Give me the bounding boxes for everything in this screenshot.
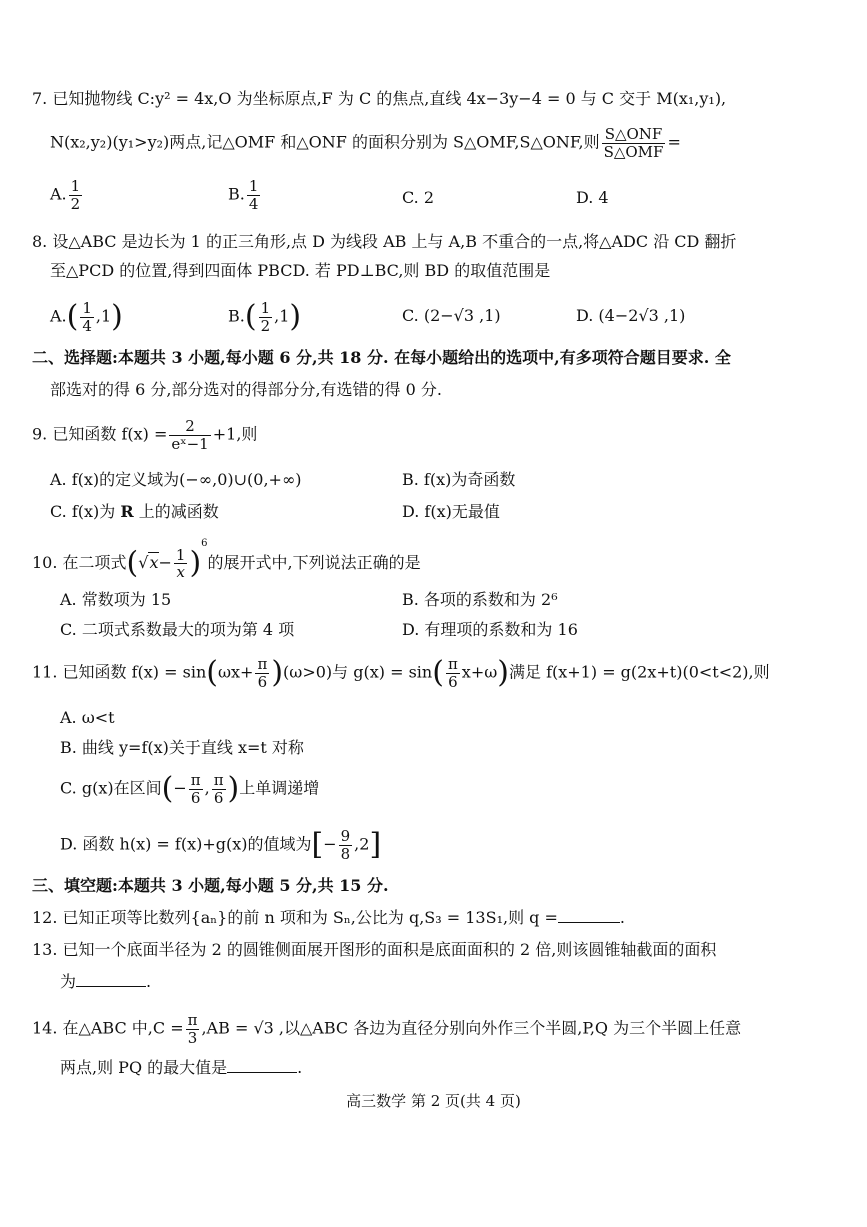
- q11-f-lparen: (: [206, 655, 218, 690]
- q8-option-a-frac: [80, 300, 94, 334]
- q8-option-a-label: A.: [50, 306, 67, 326]
- q9-option-a: A. f(x)的定义域为(−∞,0)∪(0,+∞): [50, 470, 302, 489]
- q10-rparen: ): [189, 545, 202, 581]
- q11-f-pi: π: [257, 655, 268, 673]
- section3-heading: 三、填空题:本题共 3 小题,每小题 5 分,共 15 分.: [32, 876, 389, 895]
- q14-line1-post: ,AB = √3 ,以△ABC 各边为直径分别向外作三个半圆,P,Q 为三个半圆上任意: [201, 1018, 742, 1038]
- q8-option-b-rparen: ): [289, 299, 302, 334]
- q7-option-a-den: 2: [70, 194, 81, 213]
- q7-line2-text: N(x₂,y₂)(y₁>y₂)两点,记△OMF 和△ONF 的面积分别为 S△OMF,S△ONF,则: [50, 132, 600, 152]
- q11-option-c-post: 上单调递增: [239, 778, 320, 798]
- q11-option-d-pre: D. 函数 h(x) = f(x)+g(x)的值域为: [60, 834, 312, 854]
- q13-line2-end: .: [146, 972, 152, 991]
- q12-end: .: [619, 908, 625, 927]
- q10-minus: −: [158, 553, 172, 572]
- q14-line2-end: .: [297, 1058, 303, 1077]
- q7-ratio-num: S△ONF: [602, 126, 666, 144]
- q9-option-c-real-set: R: [120, 502, 134, 521]
- q7-line1: 7. 已知抛物线 C:y² = 4x,O 为坐标原点,F 为 C 的焦点,直线 4x−3y−4 = 0 与 C 交于 M(x₁,y₁),: [32, 89, 727, 108]
- q11-g-lparen: (: [432, 655, 444, 690]
- q14-line1-pre: 14. 在△ABC 中,C =: [32, 1018, 184, 1038]
- q11-option-c-six1: 6: [190, 788, 201, 807]
- q9-stem: [32, 418, 257, 452]
- q11-option-d-neg: −: [323, 834, 337, 854]
- q11-option-c: [60, 772, 319, 806]
- q11-option-c-neg: −: [173, 778, 187, 798]
- q8-option-b: [228, 300, 301, 334]
- q10-root: x: [149, 553, 159, 572]
- q9-option-c-pre: C. f(x)为: [50, 502, 116, 521]
- q7-option-b-label: B.: [228, 184, 245, 204]
- q11-option-d-rbracket: ]: [369, 827, 382, 862]
- q11-option-d: [60, 828, 381, 862]
- q7-ratio-tail: =: [667, 132, 681, 152]
- q10-stem-pre: 10. 在二项式: [32, 553, 127, 572]
- q7-option-c: C. 2: [402, 188, 435, 207]
- q11-option-c-frac2: [212, 772, 226, 806]
- q8-option-b-label: B.: [228, 306, 245, 326]
- q12-text: 12. 已知正项等比数列{aₙ}的前 n 项和为 Sₙ,公比为 q,S₃ = 13S₁,则 q =: [32, 908, 558, 927]
- section2-heading-line2: 部选对的得 6 分,部分选对的得部分分,有选错的得 0 分.: [50, 380, 442, 399]
- q10-power: 6: [201, 538, 208, 549]
- q14-frac: [186, 1012, 200, 1046]
- q7-option-a-label: A.: [50, 184, 67, 204]
- q11-option-c-frac1: [189, 772, 203, 806]
- q11-option-d-den: 8: [340, 844, 351, 863]
- q9-option-d: D. f(x)无最值: [402, 502, 500, 521]
- q7-line2: [50, 126, 681, 160]
- q7-option-a-frac: [69, 178, 83, 212]
- q10-option-d: D. 有理项的系数和为 16: [402, 620, 578, 639]
- q11-f-arg: ωx+: [217, 662, 254, 682]
- q14-answer-blank[interactable]: [227, 1072, 297, 1073]
- q8-option-a-den: 4: [82, 316, 92, 335]
- q7-option-b-frac: [247, 178, 261, 212]
- page-footer: 高三数学 第 2 页(共 4 页): [346, 1092, 521, 1110]
- q11-g-arg: x+ω: [461, 662, 498, 682]
- q13-line1: 13. 已知一个底面半径为 2 的圆锥侧面展开图形的面积是底面面积的 2 倍,则该圆锥轴截面的面积: [32, 940, 717, 959]
- q11-option-c-six2: 6: [213, 788, 224, 807]
- q9-frac-den: eˣ−1: [171, 434, 209, 453]
- q11-option-d-num: 9: [340, 827, 351, 845]
- q10-frac: [174, 547, 188, 581]
- q7-ratio: [602, 126, 666, 160]
- q8-option-a-lparen: (: [66, 299, 79, 334]
- q10-frac-den: x: [176, 563, 185, 581]
- q11-part3: 满足 f(x+1) = g(2x+t)(0<t<2),则: [509, 662, 770, 682]
- q11-part1: 11. 已知函数 f(x) = sin: [32, 662, 207, 682]
- q11-f-frac: [255, 656, 269, 690]
- q8-option-b-den: 2: [260, 316, 271, 335]
- q7-option-b-num: 1: [248, 177, 259, 195]
- q11-f-rparen: ): [271, 655, 284, 690]
- q10-option-c: C. 二项式系数最大的项为第 4 项: [60, 620, 295, 639]
- q14-pi: π: [187, 1011, 198, 1029]
- q11-stem: [32, 656, 770, 690]
- q7-option-b: [228, 178, 262, 212]
- q12: [32, 908, 625, 928]
- q8-option-a-rparen: ): [111, 299, 123, 334]
- q7-ratio-den: S△OMF: [603, 142, 664, 161]
- q11-f-six: 6: [257, 672, 268, 691]
- q11-option-c-pi1: π: [190, 771, 201, 789]
- q8-option-c: C. (2−√3 ,1): [402, 306, 501, 325]
- q9-option-c: [50, 502, 219, 522]
- q13-line2-pre: 为: [60, 972, 77, 991]
- q9-stem-pre: 9. 已知函数 f(x) =: [32, 424, 168, 444]
- q11-part2: (ω>0)与 g(x) = sin: [283, 662, 433, 682]
- q9-option-c-post: 上的减函数: [138, 502, 219, 521]
- q11-g-pi: π: [447, 655, 458, 673]
- q14-line2-pre: 两点,则 PQ 的最大值是: [60, 1058, 228, 1077]
- q12-answer-blank[interactable]: [558, 922, 620, 923]
- q8-option-b-frac: [259, 300, 273, 334]
- q11-option-c-pi2: π: [213, 771, 224, 789]
- q8-line2: 至△PCD 的位置,得到四面体 PBCD. 若 PD⊥BC,则 BD 的取值范围是: [50, 261, 551, 280]
- q11-option-d-frac: [339, 828, 353, 862]
- q11-option-a: A. ω<t: [60, 708, 115, 727]
- q11-option-c-lparen: (: [161, 771, 174, 806]
- q10-stem: 10. 在二项式(√x− $\frac{1}{x}$ )$^6$的展开式中,下列说法正确的是: [32, 538, 421, 581]
- q7-option-b-den: 4: [248, 194, 259, 213]
- q11-g-frac: [446, 656, 460, 690]
- q7-option-a-num: 1: [70, 177, 81, 195]
- q10-option-b: B. 各项的系数和为 2⁶: [402, 590, 558, 609]
- q8-option-b-tail: ,1: [274, 306, 290, 326]
- q11-g-six: 6: [448, 672, 458, 691]
- q8-option-a-tail: ,1: [95, 306, 112, 326]
- q10-stem-post: 的展开式中,下列说法正确的是: [207, 553, 421, 572]
- q9-stem-post: +1,则: [212, 424, 258, 444]
- q13-line2: [60, 972, 151, 992]
- q10-option-a: A. 常数项为 15: [60, 590, 172, 609]
- q11-option-d-lbracket: [: [311, 827, 324, 862]
- q8-line1: 8. 设△ABC 是边长为 1 的正三角形,点 D 为线段 AB 上与 A,B 不重合的一点,将△ADC 沿 CD 翻折: [32, 232, 737, 251]
- q8-option-d: D. (4−2√3 ,1): [576, 306, 686, 325]
- q8-option-b-lparen: (: [244, 299, 257, 334]
- q11-option-b: B. 曲线 y=f(x)关于直线 x=t 对称: [60, 738, 304, 757]
- q9-frac: [169, 418, 210, 452]
- q11-g-rparen: ): [497, 655, 509, 690]
- q9-option-b: B. f(x)为奇函数: [402, 470, 516, 489]
- q10-lparen: (: [126, 545, 139, 581]
- q14-three: 3: [187, 1028, 198, 1047]
- section2-heading-line1: 二、选择题:本题共 3 小题,每小题 6 分,共 18 分. 在每小题给出的选项中,有多项符合题目要求. 全: [32, 348, 731, 367]
- q11-option-d-tail: ,2: [354, 834, 370, 854]
- q11-option-c-comma: ,: [204, 778, 210, 798]
- q8-option-a-num: 1: [82, 299, 92, 317]
- q14-line2: [60, 1058, 302, 1078]
- q10-frac-num: 1: [175, 545, 186, 564]
- q7-option-d: D. 4: [576, 188, 609, 207]
- q11-option-c-rparen: ): [227, 771, 240, 806]
- q8-option-a: [50, 300, 123, 334]
- q8-option-b-num: 1: [260, 299, 271, 317]
- q11-option-c-pre: C. g(x)在区间: [60, 778, 162, 798]
- q9-frac-num: 2: [169, 418, 210, 436]
- q14-line1: [32, 1012, 741, 1046]
- q13-answer-blank[interactable]: [76, 986, 146, 987]
- q7-option-a: [50, 178, 84, 212]
